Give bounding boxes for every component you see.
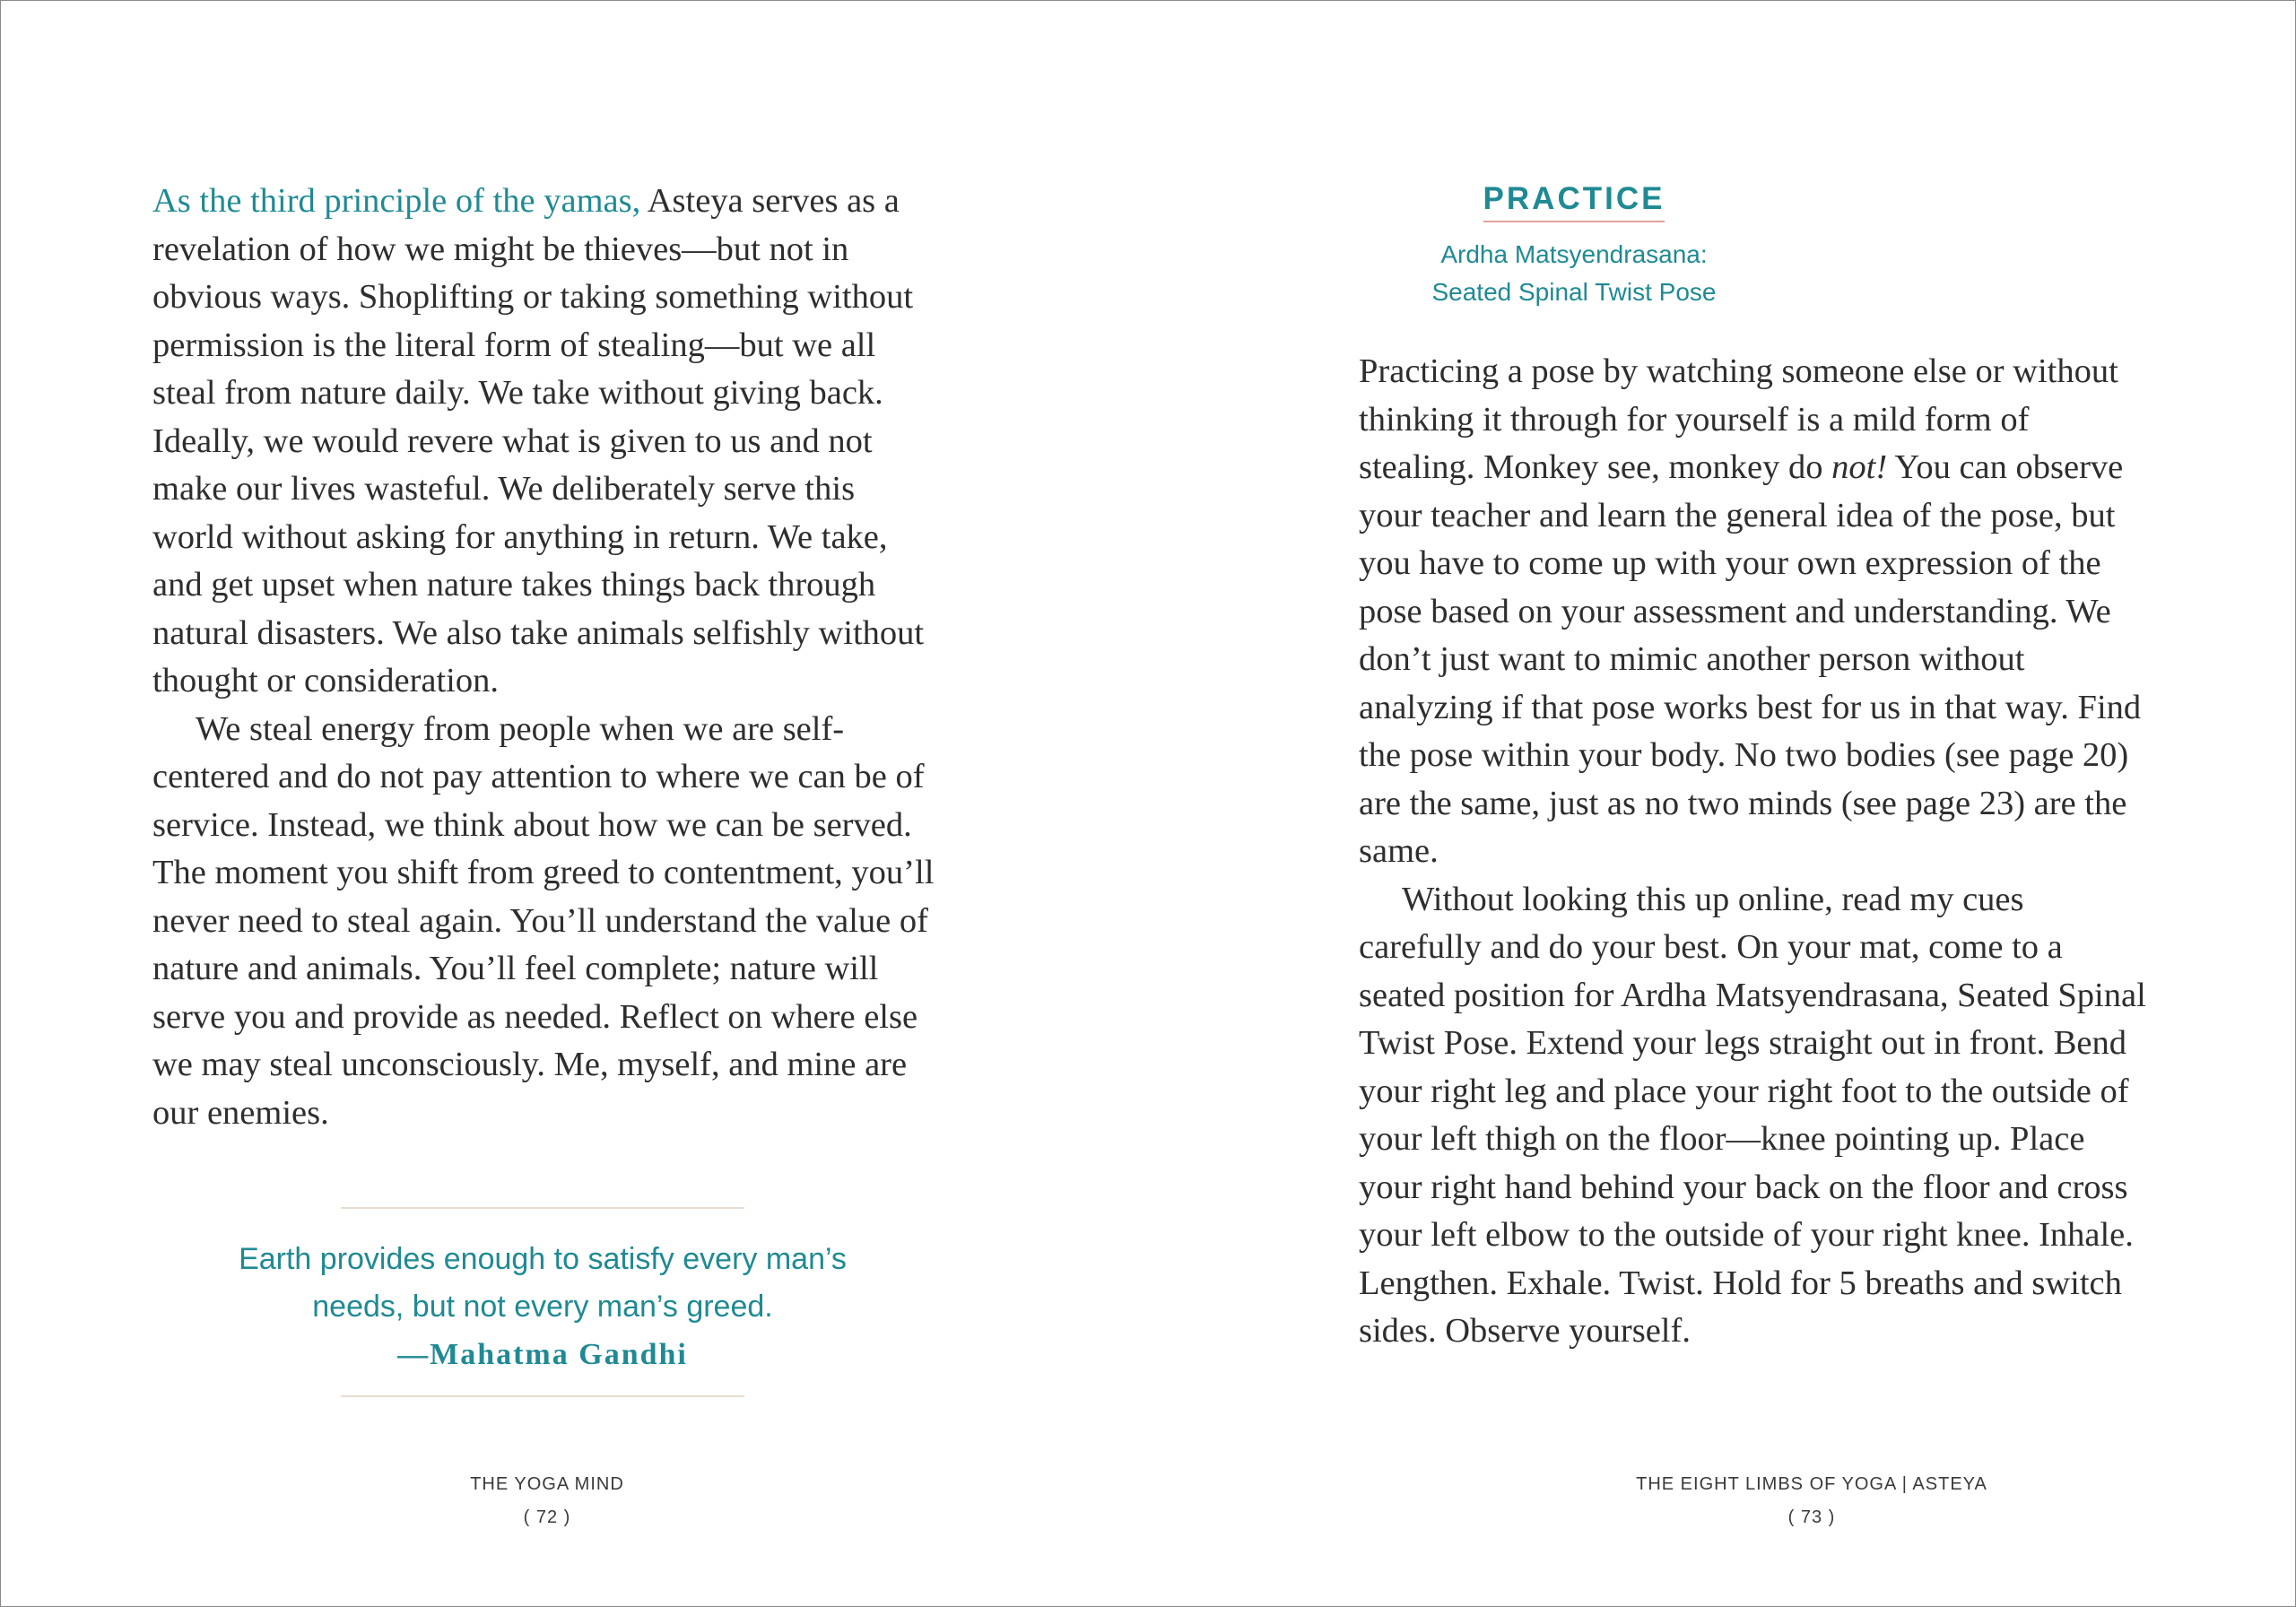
right-paragraph-1-part-b: You can observe your teacher and learn the general idea of the pose, but you have to come up with your own expression of the pose based on your assessment and understanding. We don’t just want to mimic another person without analyzing if that pose works best for us in that way. Find the pose within your body. No two bodies (see page 20) are the same, just as no two minds (see page 23) are the same. xyxy=(1359,448,2142,870)
right-paragraph-1-part-a: Practicing a pose by watching someone else or without thinking it through for yourself is a mild form of stealing. Monkey see, monkey do xyxy=(1359,352,2118,486)
quote-author: —Mahatma Gandhi xyxy=(397,1338,688,1371)
quote-bottom-rule xyxy=(341,1395,744,1397)
lead-in-phrase: As the third principle of the yamas, xyxy=(152,182,641,220)
practice-heading: PRACTICE xyxy=(1483,181,1665,222)
practice-heading-block xyxy=(1480,181,1668,222)
emphasis-not: not! xyxy=(1831,448,1888,486)
left-paragraph-2: We steal energy from people when we are self-centered and do not pay attention to where we can be of service. Instead, we think about how we can be served. The moment you shift from greed to contentment, you’ll never need to steal again. You’ll understand the value of nature and animals. You’ll feel complete; nature will serve you and provide as needed. Reflect on where else we may steal unconsciously. Me, myself, and mine are our enemies. xyxy=(152,709,935,1132)
right-body-text xyxy=(1359,348,2148,1356)
quote-line-2: needs, but not every man’s greed. xyxy=(312,1290,773,1324)
quote-text xyxy=(206,1236,879,1331)
pose-name-line-1: Ardha Matsyendrasana: xyxy=(1440,240,1708,268)
left-running-head: THE YOGA MIND xyxy=(470,1474,624,1494)
pose-name-line-2: Seated Spinal Twist Pose xyxy=(1431,278,1717,306)
left-body-text xyxy=(152,178,942,1137)
quote-line-1: Earth provides enough to satisfy every man’s xyxy=(239,1242,847,1276)
left-page-number: ( 72 ) xyxy=(523,1507,571,1527)
right-footer xyxy=(1543,1474,2081,1528)
left-footer xyxy=(359,1474,735,1528)
pull-quote xyxy=(206,1207,879,1397)
right-running-head: THE EIGHT LIMBS OF YOGA | ASTEYA xyxy=(1636,1474,1987,1494)
right-page xyxy=(1148,0,2296,1607)
left-paragraph-1 xyxy=(152,178,942,706)
left-paragraph-1-body: Asteya serves as a revelation of how we might be thieves—but not in obvious ways. Shoplifting or taking something without permission is the literal form of stealing—but we all steal from nature daily. We take without giving back. Ideally, we would revere what is given to us and not make our lives wasteful. We deliberately serve this world without asking for anything in return. We take, and get upset when nature takes things back through natural disasters. We also take animals selfishly without thought or consideration. xyxy=(152,182,925,699)
pose-title xyxy=(1327,236,1821,311)
quote-top-rule xyxy=(341,1207,744,1209)
right-paragraph-1 xyxy=(1359,348,2148,876)
right-paragraph-2: Without looking this up online, read my cues carefully and do your best. On your mat, come to a seated position for Ardha Matsyendrasana, Seated Spinal Twist Pose. Extend your legs straight out in front. Bend your right leg and place your right foot to the outside of your left thigh on the floor—knee pointing up. Place your right hand behind your back on the floor and cross your left elbow to the outside of your right knee. Inhale. Lengthen. Exhale. Twist. Hold for 5 breaths and switch sides. Observe yourself. xyxy=(1359,880,2146,1350)
right-page-number: ( 73 ) xyxy=(1787,1507,1836,1527)
